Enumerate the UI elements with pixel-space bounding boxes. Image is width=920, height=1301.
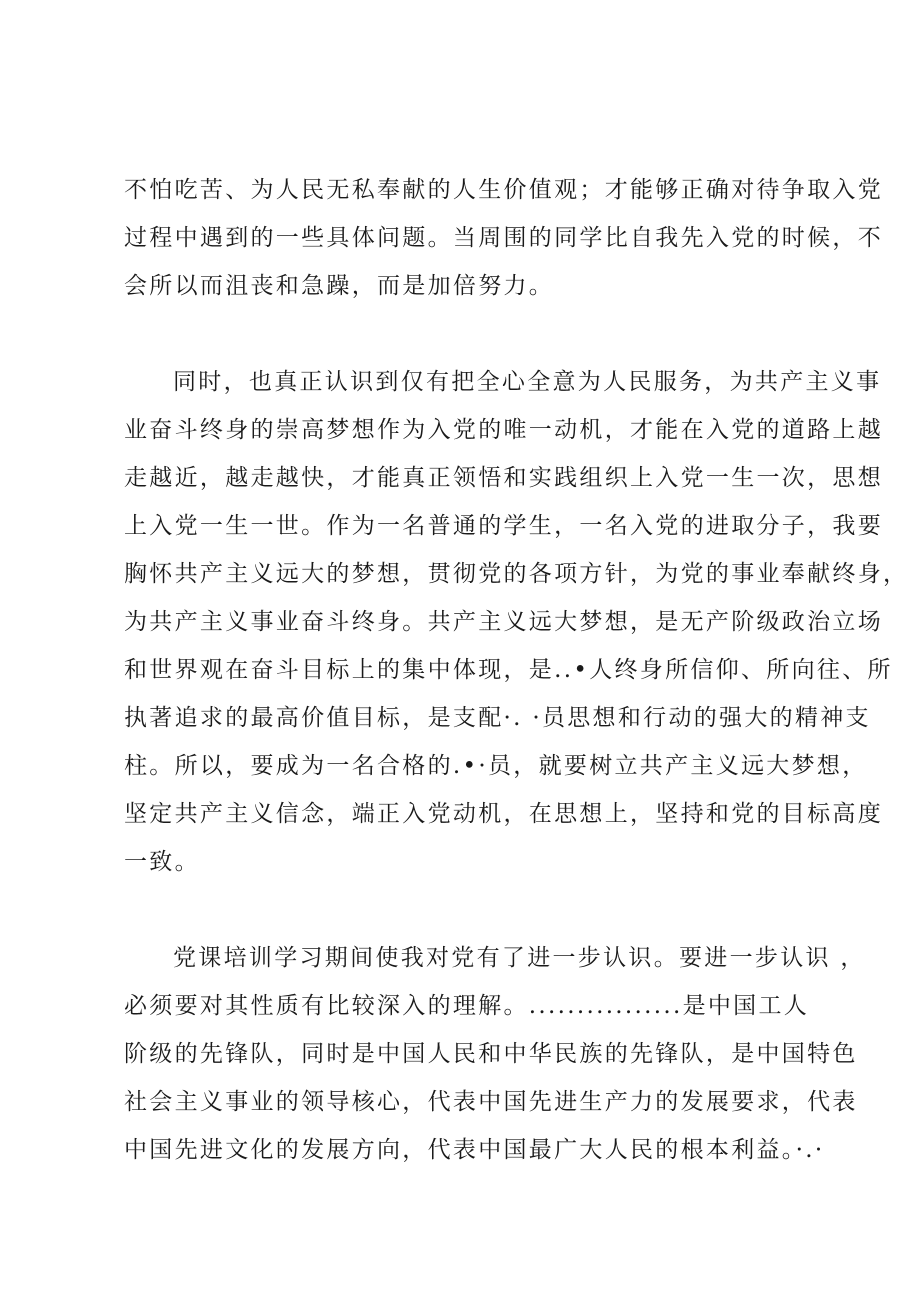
text-line: 为共产主义事业奋斗终身。共产主义远大梦想，是无产阶级政治立场	[124, 609, 883, 635]
text-line: 过程中遇到的一些具体问题。当周围的同学比自我先入党的时候，不	[124, 225, 883, 251]
text-line: 会所以而沮丧和急躁，而是加倍努力。	[124, 273, 555, 299]
text-line: 上入党一生一世。作为一名普通的学生，一名入党的进取分子，我要	[124, 513, 883, 539]
text-line: 必须要对其性质有比较深入的理解。................是中国工人	[124, 993, 810, 1019]
text-line: 坚定共产主义信念，端正入党动机，在思想上，坚持和党的目标高度	[124, 801, 883, 827]
text-line: 不怕吃苦、为人民无私奉献的人生价值观；才能够正确对待争取入党	[124, 177, 883, 203]
paragraph-2	[124, 358, 909, 886]
text-line: 党课培训学习期间使我对党有了进一步认识。要进一步认识 ，	[173, 945, 866, 971]
text-line: 同时，也真正认识到仅有把全心全意为人民服务，为共产主义事	[173, 369, 882, 395]
text-line: 业奋斗终身的崇高梦想作为入党的唯一动机，才能在入党的道路上越	[124, 417, 883, 443]
paragraph-1	[124, 166, 883, 310]
text-line: 一致。	[124, 849, 200, 875]
text-line: 中国先进文化的发展方向，代表中国最广大人民的根本利益。·.·	[124, 1137, 825, 1163]
text-line: 走越近，越走越快，才能真正领悟和实践组织上入党一生一次，思想	[124, 465, 883, 491]
paragraph-3	[124, 934, 866, 1174]
text-line: 社会主义事业的领导核心，代表中国先进生产力的发展要求，代表	[124, 1089, 858, 1115]
document-body	[124, 166, 909, 1174]
text-line: 柱。所以，要成为一名合格的.•·员，就要树立共产主义远大梦想，	[124, 753, 868, 779]
text-line: 胸怀共产主义远大的梦想，贯彻党的各项方针，为党的事业奉献终身，	[124, 561, 909, 587]
paragraph-gap	[124, 310, 824, 358]
text-line: 和世界观在奋斗目标上的集中体现，是..•人终身所信仰、所向往、所	[124, 657, 893, 683]
paragraph-gap	[124, 886, 824, 934]
text-line: 阶级的先锋队，同时是中国人民和中华民族的先锋队，是中国特色	[124, 1041, 858, 1067]
text-line: 执著追求的最高价值目标，是支配·. ·员思想和行动的强大的精神支	[124, 705, 871, 731]
